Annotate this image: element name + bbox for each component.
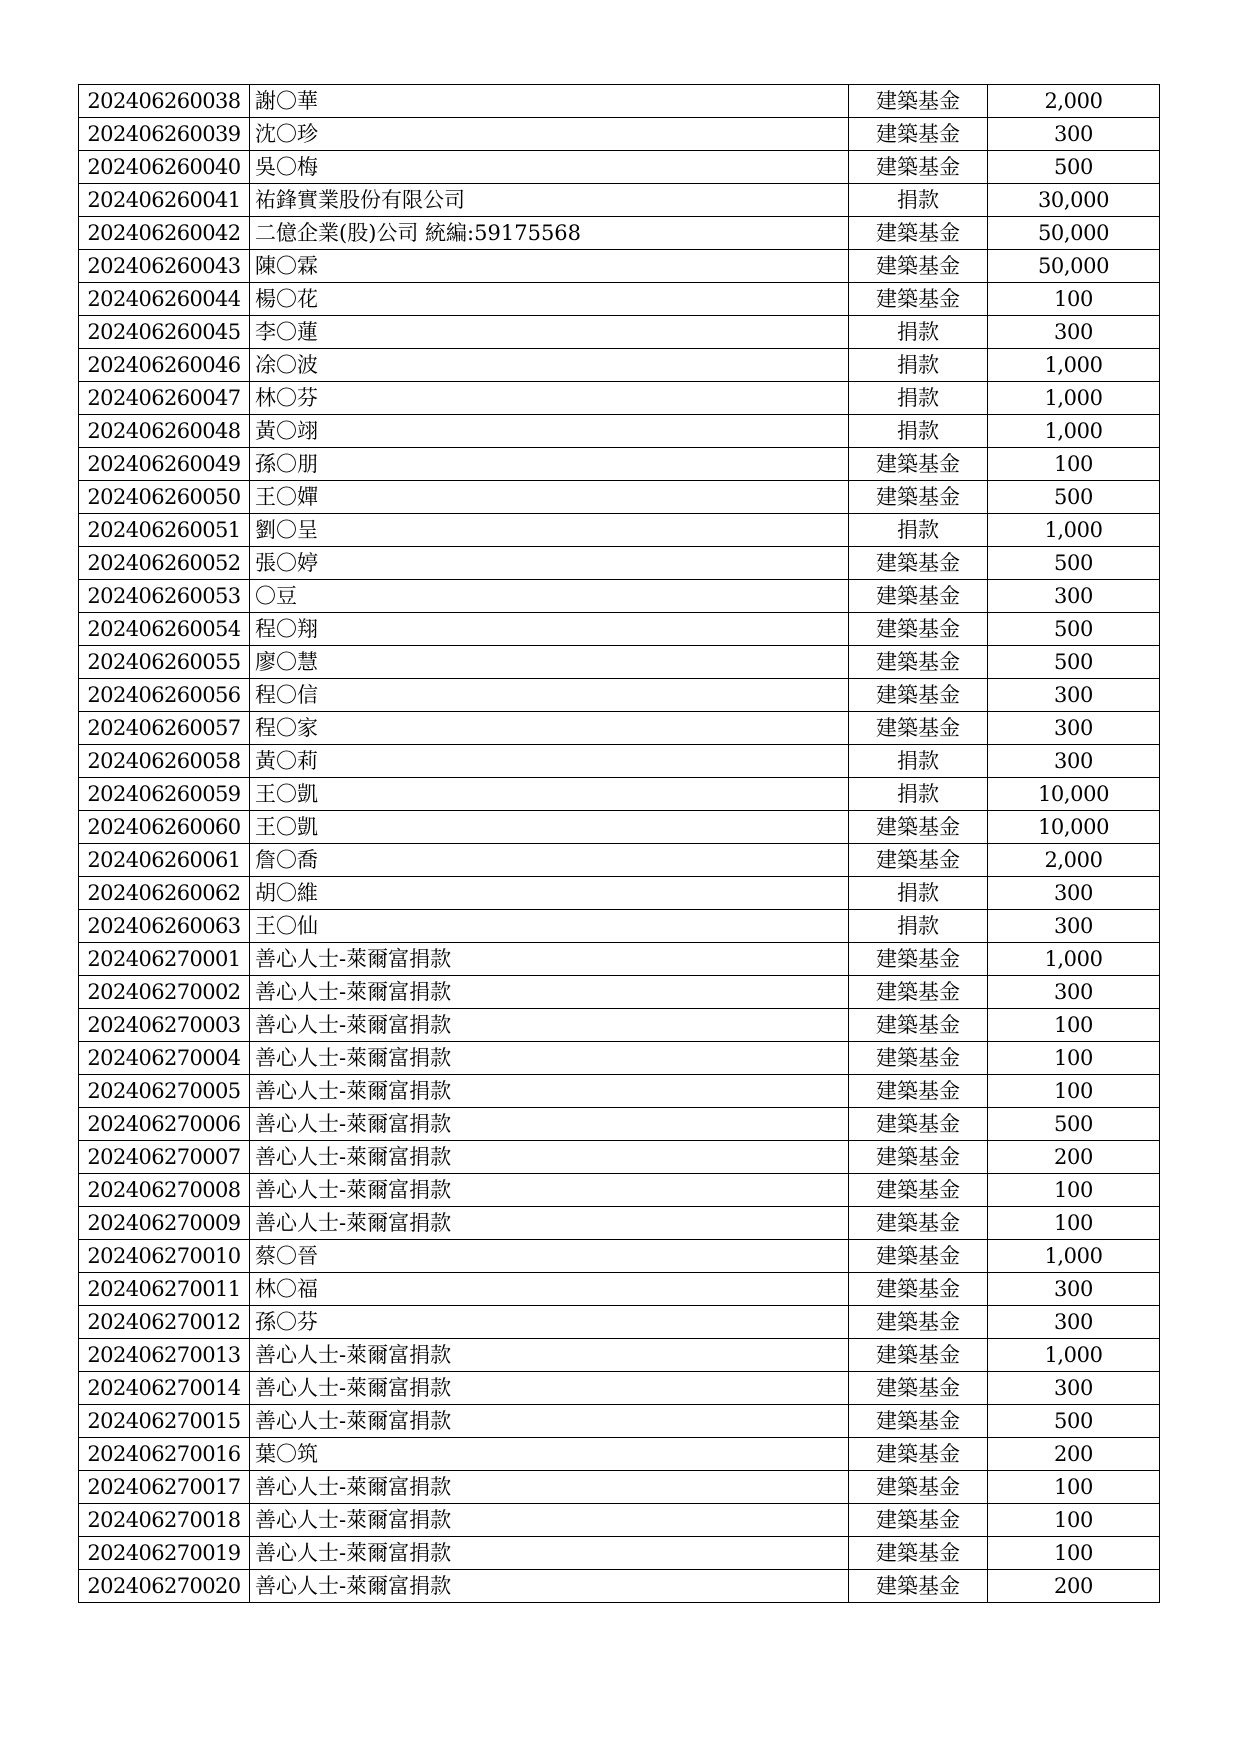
receipt-number-cell: 202406260047 [79, 382, 250, 415]
amount-cell: 30,000 [988, 184, 1160, 217]
table-row [79, 844, 1160, 877]
table-row [79, 1240, 1160, 1273]
donation-table [78, 84, 1160, 1603]
donation-type-cell: 建築基金 [849, 1240, 988, 1273]
donor-name-cell: 劉〇呈 [250, 514, 849, 547]
amount-cell: 300 [988, 118, 1160, 151]
donation-type-cell: 捐款 [849, 745, 988, 778]
donor-name-cell: 陳〇霖 [250, 250, 849, 283]
donation-type-cell: 捐款 [849, 349, 988, 382]
donor-name-cell: 善心人士-萊爾富捐款 [250, 1570, 849, 1603]
donation-type-cell: 建築基金 [849, 976, 988, 1009]
table-row [79, 1471, 1160, 1504]
donation-type-cell: 捐款 [849, 184, 988, 217]
donation-type-cell: 建築基金 [849, 811, 988, 844]
table-row [79, 679, 1160, 712]
donation-type-cell: 建築基金 [849, 1570, 988, 1603]
donor-name-cell: 善心人士-萊爾富捐款 [250, 1174, 849, 1207]
donor-name-cell: 善心人士-萊爾富捐款 [250, 1339, 849, 1372]
amount-cell: 300 [988, 1306, 1160, 1339]
donor-name-cell: 善心人士-萊爾富捐款 [250, 1009, 849, 1042]
table-row [79, 910, 1160, 943]
donor-name-cell: 林〇福 [250, 1273, 849, 1306]
donation-type-cell: 建築基金 [849, 1306, 988, 1339]
table-row [79, 514, 1160, 547]
table-row [79, 745, 1160, 778]
receipt-number-cell: 202406260049 [79, 448, 250, 481]
table-row [79, 1306, 1160, 1339]
donation-type-cell: 建築基金 [849, 580, 988, 613]
amount-cell: 100 [988, 448, 1160, 481]
receipt-number-cell: 202406260054 [79, 613, 250, 646]
donation-type-cell: 建築基金 [849, 712, 988, 745]
donation-type-cell: 建築基金 [849, 250, 988, 283]
amount-cell: 200 [988, 1570, 1160, 1603]
donation-type-cell: 捐款 [849, 877, 988, 910]
donation-type-cell: 建築基金 [849, 217, 988, 250]
table-row [79, 646, 1160, 679]
table-row [79, 481, 1160, 514]
table-row [79, 943, 1160, 976]
receipt-number-cell: 202406270007 [79, 1141, 250, 1174]
amount-cell: 300 [988, 745, 1160, 778]
receipt-number-cell: 202406270003 [79, 1009, 250, 1042]
donor-name-cell: 黃〇莉 [250, 745, 849, 778]
receipt-number-cell: 202406260050 [79, 481, 250, 514]
receipt-number-cell: 202406260055 [79, 646, 250, 679]
receipt-number-cell: 202406260045 [79, 316, 250, 349]
amount-cell: 50,000 [988, 217, 1160, 250]
receipt-number-cell: 202406270009 [79, 1207, 250, 1240]
amount-cell: 300 [988, 976, 1160, 1009]
receipt-number-cell: 202406260041 [79, 184, 250, 217]
table-row [79, 1273, 1160, 1306]
receipt-number-cell: 202406260039 [79, 118, 250, 151]
amount-cell: 100 [988, 1042, 1160, 1075]
donor-name-cell: 程〇家 [250, 712, 849, 745]
donation-type-cell: 捐款 [849, 910, 988, 943]
donation-type-cell: 建築基金 [849, 118, 988, 151]
donation-type-cell: 建築基金 [849, 151, 988, 184]
receipt-number-cell: 202406270019 [79, 1537, 250, 1570]
donation-type-cell: 捐款 [849, 514, 988, 547]
receipt-number-cell: 202406270005 [79, 1075, 250, 1108]
receipt-number-cell: 202406270008 [79, 1174, 250, 1207]
donor-name-cell: 胡〇維 [250, 877, 849, 910]
table-row [79, 976, 1160, 1009]
amount-cell: 300 [988, 316, 1160, 349]
receipt-number-cell: 202406270017 [79, 1471, 250, 1504]
donation-type-cell: 建築基金 [849, 1273, 988, 1306]
donor-name-cell: 二億企業(股)公司 統編:59175568 [250, 217, 849, 250]
table-row [79, 1372, 1160, 1405]
table-row [79, 415, 1160, 448]
donation-type-cell: 建築基金 [849, 646, 988, 679]
donor-name-cell: 凃〇波 [250, 349, 849, 382]
donation-type-cell: 建築基金 [849, 1174, 988, 1207]
donor-name-cell: 孫〇朋 [250, 448, 849, 481]
donor-name-cell: 王〇仙 [250, 910, 849, 943]
table-row [79, 1504, 1160, 1537]
receipt-number-cell: 202406260044 [79, 283, 250, 316]
amount-cell: 100 [988, 1537, 1160, 1570]
donation-type-cell: 建築基金 [849, 1405, 988, 1438]
table-row [79, 1339, 1160, 1372]
amount-cell: 1,000 [988, 1339, 1160, 1372]
donation-type-cell: 建築基金 [849, 547, 988, 580]
receipt-number-cell: 202406270018 [79, 1504, 250, 1537]
donor-name-cell: 葉〇筑 [250, 1438, 849, 1471]
donation-type-cell: 建築基金 [849, 1009, 988, 1042]
amount-cell: 1,000 [988, 382, 1160, 415]
receipt-number-cell: 202406270001 [79, 943, 250, 976]
donation-type-cell: 捐款 [849, 778, 988, 811]
donor-name-cell: 祐鋒實業股份有限公司 [250, 184, 849, 217]
amount-cell: 500 [988, 1108, 1160, 1141]
amount-cell: 10,000 [988, 778, 1160, 811]
amount-cell: 200 [988, 1141, 1160, 1174]
table-row [79, 1174, 1160, 1207]
donor-name-cell: 吳〇梅 [250, 151, 849, 184]
amount-cell: 50,000 [988, 250, 1160, 283]
amount-cell: 1,000 [988, 415, 1160, 448]
amount-cell: 300 [988, 679, 1160, 712]
donation-type-cell: 建築基金 [849, 679, 988, 712]
donation-type-cell: 建築基金 [849, 1537, 988, 1570]
table-row [79, 85, 1160, 118]
receipt-number-cell: 202406260062 [79, 877, 250, 910]
donation-type-cell: 建築基金 [849, 283, 988, 316]
receipt-number-cell: 202406270013 [79, 1339, 250, 1372]
table-row [79, 613, 1160, 646]
donation-type-cell: 建築基金 [849, 1438, 988, 1471]
donor-name-cell: 黃〇翊 [250, 415, 849, 448]
amount-cell: 100 [988, 1471, 1160, 1504]
receipt-number-cell: 202406260057 [79, 712, 250, 745]
donation-type-cell: 建築基金 [849, 1075, 988, 1108]
table-row [79, 877, 1160, 910]
receipt-number-cell: 202406270010 [79, 1240, 250, 1273]
donation-type-cell: 建築基金 [849, 1141, 988, 1174]
donation-type-cell: 建築基金 [849, 613, 988, 646]
donation-type-cell: 建築基金 [849, 1471, 988, 1504]
donation-type-cell: 建築基金 [849, 1504, 988, 1537]
amount-cell: 300 [988, 580, 1160, 613]
donor-name-cell: 謝〇華 [250, 85, 849, 118]
donor-name-cell: 王〇凱 [250, 778, 849, 811]
table-row [79, 778, 1160, 811]
receipt-number-cell: 202406270004 [79, 1042, 250, 1075]
receipt-number-cell: 202406260040 [79, 151, 250, 184]
receipt-number-cell: 202406260053 [79, 580, 250, 613]
amount-cell: 2,000 [988, 844, 1160, 877]
donor-name-cell: 善心人士-萊爾富捐款 [250, 1504, 849, 1537]
donation-type-cell: 建築基金 [849, 85, 988, 118]
donor-name-cell: 張〇婷 [250, 547, 849, 580]
donor-name-cell: 善心人士-萊爾富捐款 [250, 1141, 849, 1174]
table-row [79, 1042, 1160, 1075]
table-row [79, 1207, 1160, 1240]
receipt-number-cell: 202406270016 [79, 1438, 250, 1471]
amount-cell: 100 [988, 283, 1160, 316]
amount-cell: 500 [988, 646, 1160, 679]
amount-cell: 500 [988, 151, 1160, 184]
donor-name-cell: 〇豆 [250, 580, 849, 613]
table-row [79, 349, 1160, 382]
receipt-number-cell: 202406260043 [79, 250, 250, 283]
receipt-number-cell: 202406270012 [79, 1306, 250, 1339]
amount-cell: 500 [988, 1405, 1160, 1438]
donor-name-cell: 善心人士-萊爾富捐款 [250, 1372, 849, 1405]
donor-name-cell: 善心人士-萊爾富捐款 [250, 1405, 849, 1438]
donor-name-cell: 李〇蓮 [250, 316, 849, 349]
receipt-number-cell: 202406270002 [79, 976, 250, 1009]
amount-cell: 500 [988, 613, 1160, 646]
receipt-number-cell: 202406260042 [79, 217, 250, 250]
receipt-number-cell: 202406260038 [79, 85, 250, 118]
amount-cell: 100 [988, 1075, 1160, 1108]
donor-name-cell: 蔡〇晉 [250, 1240, 849, 1273]
receipt-number-cell: 202406260063 [79, 910, 250, 943]
table-row [79, 316, 1160, 349]
donation-type-cell: 建築基金 [849, 1207, 988, 1240]
donation-type-cell: 建築基金 [849, 481, 988, 514]
amount-cell: 100 [988, 1207, 1160, 1240]
table-row [79, 712, 1160, 745]
donor-name-cell: 程〇信 [250, 679, 849, 712]
donor-name-cell: 善心人士-萊爾富捐款 [250, 1042, 849, 1075]
table-row [79, 283, 1160, 316]
donor-name-cell: 善心人士-萊爾富捐款 [250, 1075, 849, 1108]
donor-name-cell: 善心人士-萊爾富捐款 [250, 1108, 849, 1141]
table-row [79, 1405, 1160, 1438]
donor-name-cell: 善心人士-萊爾富捐款 [250, 1207, 849, 1240]
table-row [79, 1108, 1160, 1141]
table-row [79, 1141, 1160, 1174]
amount-cell: 1,000 [988, 1240, 1160, 1273]
donor-name-cell: 王〇凱 [250, 811, 849, 844]
amount-cell: 1,000 [988, 943, 1160, 976]
donor-name-cell: 程〇翔 [250, 613, 849, 646]
table-row [79, 1438, 1160, 1471]
amount-cell: 100 [988, 1009, 1160, 1042]
donation-type-cell: 建築基金 [849, 844, 988, 877]
amount-cell: 1,000 [988, 514, 1160, 547]
donor-name-cell: 楊〇花 [250, 283, 849, 316]
receipt-number-cell: 202406270015 [79, 1405, 250, 1438]
table-row [79, 250, 1160, 283]
table-row [79, 151, 1160, 184]
amount-cell: 100 [988, 1504, 1160, 1537]
donor-name-cell: 善心人士-萊爾富捐款 [250, 1537, 849, 1570]
amount-cell: 500 [988, 481, 1160, 514]
table-row [79, 217, 1160, 250]
receipt-number-cell: 202406270006 [79, 1108, 250, 1141]
receipt-number-cell: 202406260056 [79, 679, 250, 712]
table-row [79, 118, 1160, 151]
table-row [79, 1075, 1160, 1108]
donor-name-cell: 廖〇慧 [250, 646, 849, 679]
receipt-number-cell: 202406260051 [79, 514, 250, 547]
donation-type-cell: 建築基金 [849, 1042, 988, 1075]
amount-cell: 300 [988, 712, 1160, 745]
amount-cell: 10,000 [988, 811, 1160, 844]
donor-name-cell: 善心人士-萊爾富捐款 [250, 943, 849, 976]
amount-cell: 300 [988, 1372, 1160, 1405]
table-row [79, 547, 1160, 580]
amount-cell: 500 [988, 547, 1160, 580]
donor-name-cell: 王〇嬋 [250, 481, 849, 514]
receipt-number-cell: 202406270014 [79, 1372, 250, 1405]
receipt-number-cell: 202406260060 [79, 811, 250, 844]
donor-name-cell: 詹〇喬 [250, 844, 849, 877]
receipt-number-cell: 202406260046 [79, 349, 250, 382]
donation-type-cell: 建築基金 [849, 1339, 988, 1372]
donation-type-cell: 捐款 [849, 382, 988, 415]
receipt-number-cell: 202406270020 [79, 1570, 250, 1603]
table-row [79, 382, 1160, 415]
table-row [79, 811, 1160, 844]
donation-type-cell: 建築基金 [849, 1372, 988, 1405]
table-row [79, 1537, 1160, 1570]
receipt-number-cell: 202406260048 [79, 415, 250, 448]
receipt-number-cell: 202406260052 [79, 547, 250, 580]
amount-cell: 1,000 [988, 349, 1160, 382]
amount-cell: 2,000 [988, 85, 1160, 118]
table-row [79, 448, 1160, 481]
amount-cell: 300 [988, 877, 1160, 910]
table-row [79, 1570, 1160, 1603]
amount-cell: 100 [988, 1174, 1160, 1207]
donation-type-cell: 捐款 [849, 316, 988, 349]
receipt-number-cell: 202406270011 [79, 1273, 250, 1306]
table-row [79, 580, 1160, 613]
receipt-number-cell: 202406260061 [79, 844, 250, 877]
donor-name-cell: 孫〇芬 [250, 1306, 849, 1339]
donation-type-cell: 建築基金 [849, 448, 988, 481]
table-row [79, 1009, 1160, 1042]
table-row [79, 184, 1160, 217]
donation-table-body [79, 85, 1160, 1603]
receipt-number-cell: 202406260058 [79, 745, 250, 778]
donor-name-cell: 林〇芬 [250, 382, 849, 415]
donation-type-cell: 捐款 [849, 415, 988, 448]
donation-type-cell: 建築基金 [849, 1108, 988, 1141]
donor-name-cell: 沈〇珍 [250, 118, 849, 151]
donation-type-cell: 建築基金 [849, 943, 988, 976]
amount-cell: 200 [988, 1438, 1160, 1471]
receipt-number-cell: 202406260059 [79, 778, 250, 811]
amount-cell: 300 [988, 910, 1160, 943]
donor-name-cell: 善心人士-萊爾富捐款 [250, 1471, 849, 1504]
amount-cell: 300 [988, 1273, 1160, 1306]
donor-name-cell: 善心人士-萊爾富捐款 [250, 976, 849, 1009]
